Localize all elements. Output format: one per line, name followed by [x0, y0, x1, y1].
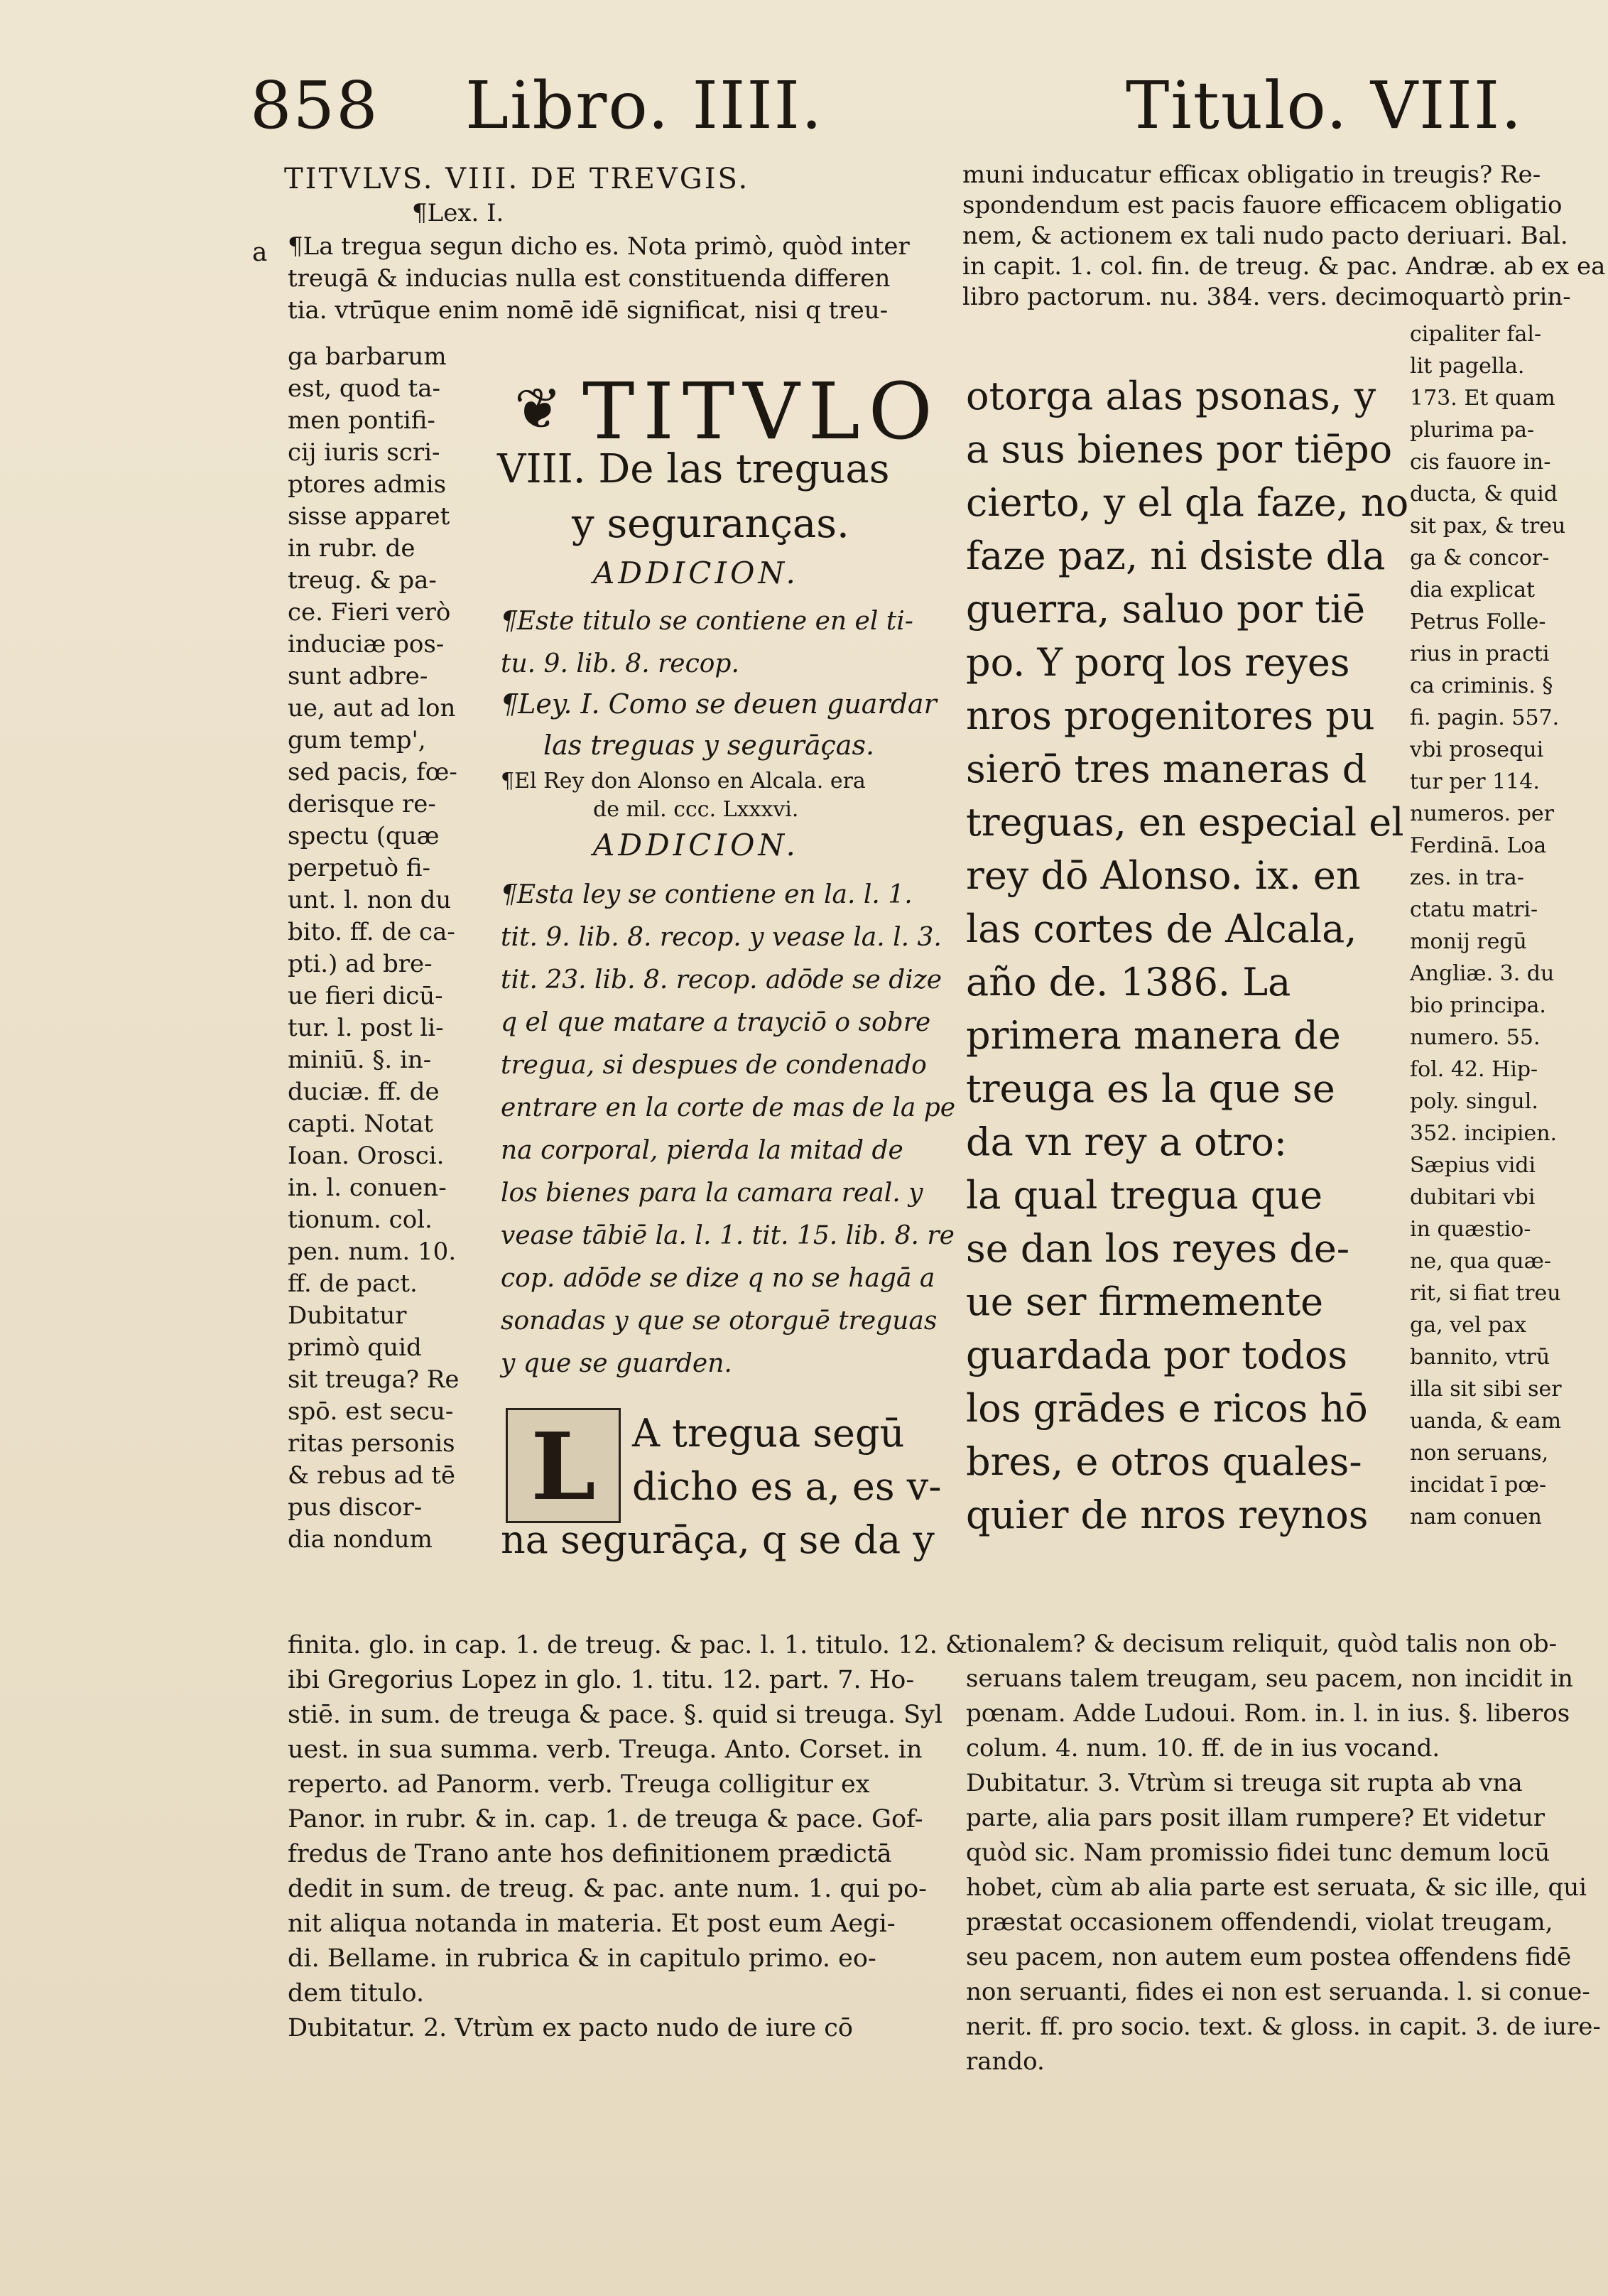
addicion-heading-2: ADDICION. [593, 828, 799, 862]
text-line: plurima pa- [1410, 418, 1535, 443]
text-line: & rebus ad tē [288, 1461, 455, 1490]
text-line: ctatu matri- [1410, 897, 1538, 922]
gloss-line: de mil. ccc. Lxxxvi. [593, 797, 799, 822]
text-line: Ferdinā. Loa [1410, 833, 1547, 858]
text-line: pen. num. 10. [288, 1238, 457, 1266]
text-line: pœnam. Adde Ludoui. Rom. in. l. in ius. §. liberos [966, 1699, 1570, 1728]
text-line: est, quod ta- [288, 374, 440, 403]
text-line: nerit. ff. pro socio. text. & gloss. in capit. 3. de iure- [966, 2013, 1601, 2041]
text-line: nros progenitores pu [966, 693, 1375, 738]
text-line: sonadas y que se otorguē treguas [501, 1306, 938, 1336]
text-line: ue, aut ad lon [288, 694, 456, 722]
text-line: sisse apparet [288, 502, 450, 531]
text-line: bito. ff. de ca- [288, 918, 455, 946]
text-line: dubitari vbi [1410, 1185, 1536, 1210]
text-line: incidat ī pœ- [1410, 1473, 1547, 1498]
text-line: ff. de pact. [288, 1269, 418, 1298]
text-line: perpetuò fi- [288, 854, 431, 882]
text-line: bio principa. [1410, 993, 1546, 1018]
text-line: ptores admis [288, 470, 447, 499]
left-top-gloss [288, 231, 910, 327]
text-line: tur per 114. [1410, 769, 1540, 794]
text-line: ca criminis. § [1410, 673, 1553, 698]
text-line: unt. l. non du [288, 886, 452, 914]
text-line: reperto. ad Panorm. verb. Treuga colligitur ex [288, 1770, 870, 1799]
text-line: ducta, & quid [1410, 482, 1558, 507]
text-line: uest. in sua summa. verb. Treuga. Anto. Corset. in [288, 1735, 923, 1764]
gloss-line: treugā & inducias nulla est constituenda differen [288, 264, 891, 293]
left-bottom-gloss [288, 1628, 967, 2046]
text-line: nam conuen [1410, 1505, 1542, 1529]
text-line: seruans talem treugam, seu pacem, non incidit in [966, 1664, 1573, 1693]
text-line: spectu (quæ [288, 822, 440, 850]
text-line: y que se guarden. [501, 1349, 732, 1378]
text-line: sed pacis, fœ- [288, 758, 457, 786]
text-line: libro pactorum. nu. 384. vers. decimoquartò prin- [962, 283, 1571, 311]
text-line: dem titulo. [288, 1979, 425, 2008]
text-line: las cortes de Alcala, [966, 906, 1357, 951]
ley-heading [501, 683, 937, 766]
text-line: rius in practi [1410, 641, 1550, 666]
text-line: ga & concor- [1410, 546, 1550, 570]
text-line: seu pacem, non autem eum postea offendens fidē [966, 1943, 1572, 1971]
text-line: año de. 1386. La [966, 960, 1291, 1004]
main-line: na segurāça, q se da y [501, 1517, 935, 1562]
text-line: tit. 23. lib. 8. recop. adōde se dize [501, 965, 942, 995]
text-line: Dubitatur. 3. Vtrùm si treuga sit rupta ab vna [966, 1769, 1523, 1797]
gloss-line: tu. 9. lib. 8. recop. [501, 649, 739, 678]
text-line: sit pax, & treu [1410, 514, 1566, 538]
header-title: Titulo. VIII. [1126, 67, 1523, 144]
lex-label: ¶Lex. I. [412, 199, 504, 227]
text-line: zes. in tra- [1410, 865, 1524, 890]
text-line: treug. & pa- [288, 566, 437, 595]
text-line: dia explicat [1410, 578, 1536, 602]
text-line: dedit in sum. de treug. & pac. ante num. 1. qui po- [288, 1875, 927, 1903]
text-line: ga, vel pax [1410, 1313, 1527, 1338]
text-line: guerra, saluo por tiē [966, 587, 1366, 632]
text-line: Ioan. Orosci. [288, 1142, 445, 1170]
text-line: 173. Et quam [1410, 386, 1555, 411]
text-line: Panor. in rubr. & in. cap. 1. de treuga & pace. Gof- [288, 1805, 923, 1834]
text-line: in rubr. de [288, 534, 415, 563]
rey-alonso-note [501, 767, 866, 824]
addicion-2-text [501, 874, 955, 1385]
text-line: stiē. in sum. de treuga & pace. §. quid si treuga. Syl [288, 1701, 943, 1729]
text-line: in quæstio- [1410, 1217, 1531, 1242]
text-line: da vn rey a otro: [966, 1120, 1287, 1164]
text-line: 352. incipien. [1410, 1121, 1558, 1146]
gloss-line: ¶Este titulo se contiene en el ti- [501, 607, 913, 636]
text-line: Dubitatur [288, 1301, 407, 1330]
text-line: cis fauore in- [1410, 450, 1551, 475]
titulo-heading: TITVLO [582, 366, 941, 457]
text-line: otorga alas psonas, y [966, 374, 1376, 418]
text-line: na corporal, pierda la mitad de [501, 1136, 903, 1165]
text-line: ue ser firmemente [966, 1279, 1324, 1324]
text-line: a sus bienes por tiēpo [966, 427, 1393, 472]
text-line: primera manera de [966, 1013, 1341, 1058]
text-line: la qual tregua que [966, 1173, 1323, 1218]
gloss-line: las treguas y segurāças. [543, 730, 875, 761]
text-line: fredus de Trano ante hos definitionem prædictā [288, 1840, 892, 1868]
text-line: lit pagella. [1410, 354, 1525, 379]
text-line: bannito, vtrū [1410, 1345, 1550, 1370]
text-line: Sæpius vidi [1410, 1153, 1536, 1178]
text-line: vbi prosequi [1410, 737, 1544, 762]
gloss-line: ¶El Rey don Alonso en Alcala. era [501, 769, 866, 794]
text-line: primò quid [288, 1333, 422, 1362]
text-line: spondendum est pacis fauore efficacem obligatio [962, 191, 1563, 220]
text-line: miniū. §. in- [288, 1046, 432, 1074]
text-line: fol. 42. Hip- [1410, 1057, 1538, 1082]
text-line: ce. Fieri verò [288, 598, 451, 627]
main-line: dicho es a, es v- [632, 1464, 942, 1509]
main-text-start [501, 1407, 941, 1566]
text-line: sierō tres maneras d [966, 747, 1367, 791]
text-line: derisque re- [288, 790, 436, 818]
text-line: muni inducatur efficax obligatio in treugis? Re- [962, 161, 1541, 189]
text-line: dia nondum [288, 1525, 433, 1554]
text-line: los grādes e ricos hō [966, 1386, 1368, 1431]
text-line: tregua, si despues de condenado [501, 1051, 927, 1080]
text-line: rit, si fiat treu [1410, 1281, 1561, 1306]
text-line: men pontifi- [288, 406, 435, 435]
text-line: præstat occasionem offendendi, violat treugam, [966, 1908, 1553, 1937]
text-line: sit treuga? Re [288, 1365, 460, 1394]
gloss-line: ¶Ley. I. Como se deuen guardar [501, 688, 937, 720]
text-line: cipaliter fal- [1410, 322, 1542, 347]
text-line: non seruanti, fides ei non est seruanda. l. si conue- [966, 1978, 1590, 2006]
text-line: ne, qua quæ- [1410, 1249, 1551, 1274]
page-number: 858 [250, 67, 379, 144]
gloss-line: tia. vtrūque enim nomē idē significat, nisi q treu- [288, 296, 889, 325]
text-line: hobet, cùm ab alia parte est seruata, & sic ille, qui [966, 1873, 1587, 1902]
text-line: rando. [966, 2047, 1045, 2076]
addicion-heading-1: ADDICION. [593, 556, 799, 590]
text-line: se dan los reyes de- [966, 1226, 1350, 1271]
text-line: ¶Esta ley se contiene en la. l. 1. [501, 880, 913, 909]
text-line: nem, & actionem ex tali nudo pacto deriuari. Bal. [962, 222, 1568, 250]
text-line: Dubitatur. 2. Vtrùm ex pacto nudo de iure cō [288, 2014, 853, 2042]
text-line: ritas personis [288, 1429, 455, 1458]
text-line: illa sit sibi ser [1410, 1377, 1562, 1402]
text-line: uanda, & eam [1410, 1409, 1562, 1434]
text-line: rey dō Alonso. ix. en [966, 853, 1361, 898]
text-line: faze paz, ni dsiste dla [966, 534, 1386, 578]
text-line: in. l. conuen- [288, 1174, 447, 1202]
addicion-1-text [501, 600, 913, 686]
text-line: treuga es la que se [966, 1066, 1335, 1111]
text-line: monij regū [1410, 929, 1527, 954]
text-line: Angliæ. 3. du [1410, 961, 1555, 986]
text-line: ibi Gregorius Lopez in glo. 1. titu. 12. part. 7. Ho- [288, 1666, 915, 1694]
right-top-gloss [962, 160, 1605, 313]
text-line: quòd sic. Nam promissio fidei tunc demum locū [966, 1839, 1550, 1867]
text-line: Petrus Folle- [1410, 610, 1546, 634]
left-narrow-gloss [288, 341, 460, 1556]
text-line: non seruans, [1410, 1441, 1549, 1466]
text-line: ga barbarum [288, 342, 447, 371]
text-line: quier de nros reynos [966, 1493, 1369, 1537]
text-line: colum. 4. num. 10. ff. de in ius vocand. [966, 1734, 1440, 1762]
text-line: treguas, en especial el [966, 800, 1404, 845]
text-line: los bienes para la camara real. y [501, 1179, 923, 1208]
text-line: cierto, y el qla faze, no [966, 480, 1409, 525]
text-line: tionalem? & decisum reliquit, quòd talis non ob- [966, 1630, 1558, 1658]
text-line: poly. singul. [1410, 1089, 1538, 1114]
text-line: ue fieri dicū- [288, 982, 443, 1010]
text-line: sunt adbre- [288, 662, 428, 691]
gloss-line: ¶La tregua segun dicho es. Nota primò, quòd inter [288, 232, 910, 261]
text-line: in capit. 1. col. fin. de treug. & pac. Andræ. ab ex ea [962, 252, 1606, 281]
text-line: finita. glo. in cap. 1. de treug. & pac. l. 1. titulo. 12. & [288, 1631, 968, 1659]
text-line: spō. est secu- [288, 1397, 454, 1426]
main-text-column [966, 369, 1408, 1542]
text-line: nit aliqua notanda in materia. Et post eum Aegi- [288, 1910, 896, 1938]
text-line: cop. adōde se dize q no se hagā a [501, 1264, 935, 1293]
titulo-line-3: y seguranças. [572, 501, 849, 547]
text-line: gum temp', [288, 726, 426, 754]
right-bottom-gloss [966, 1627, 1601, 2079]
text-line: entrare en la corte de mas de la pe [501, 1093, 956, 1122]
initial-letter: L [531, 1412, 596, 1521]
text-line: parte, alia pars posit illam rumpere? Et videtur [966, 1804, 1545, 1832]
text-line: tionum. col. [288, 1206, 433, 1234]
text-line: cij iuris scri- [288, 438, 440, 467]
text-line: capti. Notat [288, 1110, 434, 1138]
header-book: Libro. IIII. [465, 67, 824, 144]
titulo-line-2: VIII. De las treguas [497, 446, 890, 492]
text-line: vease tābiē la. l. 1. tit. 15. lib. 8. re [501, 1221, 955, 1250]
fleuron-ornament: ❦ [514, 376, 563, 442]
text-line: duciæ. ff. de [288, 1078, 440, 1106]
text-line: pus discor- [288, 1493, 423, 1522]
text-line: di. Bellame. in rubrica & in capitulo primo. eo- [288, 1944, 876, 1973]
text-line: numeros. per [1410, 801, 1555, 826]
text-line: q el que matare a trayciō o sobre [501, 1008, 931, 1037]
text-line: guardada por todos [966, 1333, 1348, 1377]
latin-heading: TITVLVS. VIII. DE TREVGIS. [284, 163, 750, 195]
gloss-marker-a: a [252, 238, 268, 267]
text-line: pti.) ad bre- [288, 950, 433, 978]
text-line: tit. 9. lib. 8. recop. y vease la. l. 3. [501, 923, 942, 952]
main-line: A tregua segū [632, 1411, 905, 1456]
text-line: fi. pagin. 557. [1410, 705, 1560, 730]
text-line: numero. 55. [1410, 1025, 1541, 1050]
text-line: bres, e otros quales- [966, 1439, 1362, 1484]
text-line: induciæ pos- [288, 630, 445, 659]
text-line: po. Y porq los reyes [966, 640, 1350, 685]
right-side-gloss [1410, 318, 1565, 1533]
text-line: tur. l. post li- [288, 1014, 444, 1042]
